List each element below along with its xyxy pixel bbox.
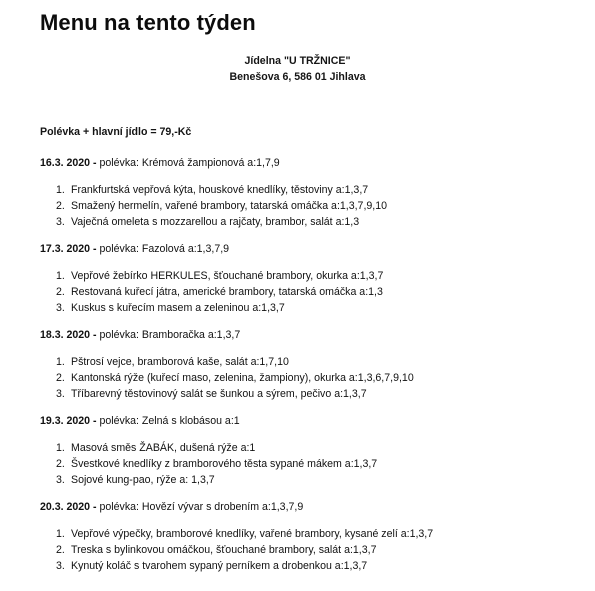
dish-text: Tříbarevný těstovinový salát se šunkou a sýrem, pečivo a:1,3,7: [71, 388, 367, 400]
dish-text: Vepřové výpečky, bramborové knedlíky, vařené brambory, kysané zelí a:1,3,7: [71, 528, 434, 540]
dish-text: Sojové kung-pao, rýže a: 1,3,7: [71, 474, 215, 486]
dish-item: [40, 544, 580, 560]
dish-list: [40, 442, 580, 490]
dish-text: Kynutý koláč s tvarohem sypaný perníkem a drobenkou a:1,3,7: [71, 560, 368, 572]
dish-text: Restovaná kuřecí játra, americké brambory, tatarská omáčka a:1,3: [71, 286, 383, 298]
venue-name: Jídelna "U TRŽNICE": [244, 55, 351, 67]
dish-number: 1.: [56, 270, 65, 282]
dish-item: [40, 270, 580, 286]
dish-item: [40, 528, 580, 544]
dish-text: Frankfurtská vepřová kýta, houskové knedlíky, těstoviny a:1,3,7: [71, 184, 369, 196]
dish-item: [40, 184, 580, 200]
dish-text: Kantonská rýže (kuřecí maso, zelenina, žampiony), okurka a:1,3,6,7,9,10: [71, 372, 414, 384]
dish-number: 2.: [56, 372, 65, 384]
page-title: Menu na tento týden: [40, 10, 256, 35]
dish-item: [40, 560, 580, 576]
dish-number: 2.: [56, 458, 65, 470]
day-date: 16.3. 2020 -: [40, 157, 97, 169]
venue-address: Benešova 6, 586 01 Jihlava: [229, 71, 366, 83]
day-block-thursday: [40, 415, 580, 486]
day-date: 17.3. 2020 -: [40, 243, 97, 255]
day-header: [40, 243, 580, 256]
dish-number: 1.: [56, 356, 65, 368]
dish-number: 3.: [56, 474, 65, 486]
dish-item: [40, 442, 580, 458]
day-block-friday: [40, 501, 580, 572]
dish-text: Vepřové žebírko HERKULES, šťouchané brambory, okurka a:1,3,7: [71, 270, 384, 282]
dish-list: [40, 270, 580, 318]
day-soup: polévka: Fazolová a:1,3,7,9: [99, 243, 230, 255]
price-offer: Polévka + hlavní jídlo = 79,-Kč: [40, 126, 192, 138]
dish-number: 2.: [56, 544, 65, 556]
dish-item: [40, 302, 580, 318]
day-block-tuesday: [40, 243, 580, 314]
dish-item: [40, 216, 580, 232]
day-soup: polévka: Bramboračka a:1,3,7: [99, 329, 241, 341]
dish-item: [40, 458, 580, 474]
day-header: [40, 501, 580, 514]
dish-text: Švestkové knedlíky z bramborového těsta sypané mákem a:1,3,7: [71, 458, 378, 470]
dish-item: [40, 372, 580, 388]
dish-list: [40, 356, 580, 404]
dish-text: Vaječná omeleta s mozzarellou a rajčaty, brambor, salát a:1,3: [71, 216, 360, 228]
dish-number: 3.: [56, 388, 65, 400]
day-soup: polévka: Hovězí vývar s drobením a:1,3,7,9: [99, 501, 304, 513]
day-soup: polévka: Zelná s klobásou a:1: [99, 415, 240, 427]
dish-text: Masová směs ŽABÁK, dušená rýže a:1: [71, 442, 256, 454]
dish-number: 2.: [56, 286, 65, 298]
dish-item: [40, 356, 580, 372]
dish-number: 3.: [56, 302, 65, 314]
dish-item: [40, 388, 580, 404]
day-header: [40, 157, 580, 170]
day-soup: polévka: Krémová žampionová a:1,7,9: [99, 157, 280, 169]
dish-item: [40, 474, 580, 490]
day-header: [40, 329, 580, 342]
dish-text: Pštrosí vejce, bramborová kaše, salát a:1,7,10: [71, 356, 289, 368]
day-date: 18.3. 2020 -: [40, 329, 97, 341]
dish-number: 2.: [56, 200, 65, 212]
dish-number: 3.: [56, 560, 65, 572]
day-date: 19.3. 2020 -: [40, 415, 97, 427]
dish-number: 3.: [56, 216, 65, 228]
day-block-monday: [40, 157, 580, 228]
dish-item: [40, 200, 580, 216]
dish-list: [40, 184, 580, 232]
day-header: [40, 415, 580, 428]
dish-number: 1.: [56, 528, 65, 540]
dish-list: [40, 528, 580, 576]
day-date: 20.3. 2020 -: [40, 501, 97, 513]
dish-text: Kuskus s kuřecím masem a zeleninou a:1,3,7: [71, 302, 285, 314]
dish-item: [40, 286, 580, 302]
dish-number: 1.: [56, 184, 65, 196]
dish-text: Treska s bylinkovou omáčkou, šťouchané brambory, salát a:1,3,7: [71, 544, 377, 556]
dish-text: Smažený hermelín, vařené brambory, tatarská omáčka a:1,3,7,9,10: [71, 200, 388, 212]
dish-number: 1.: [56, 442, 65, 454]
day-block-wednesday: [40, 329, 580, 400]
